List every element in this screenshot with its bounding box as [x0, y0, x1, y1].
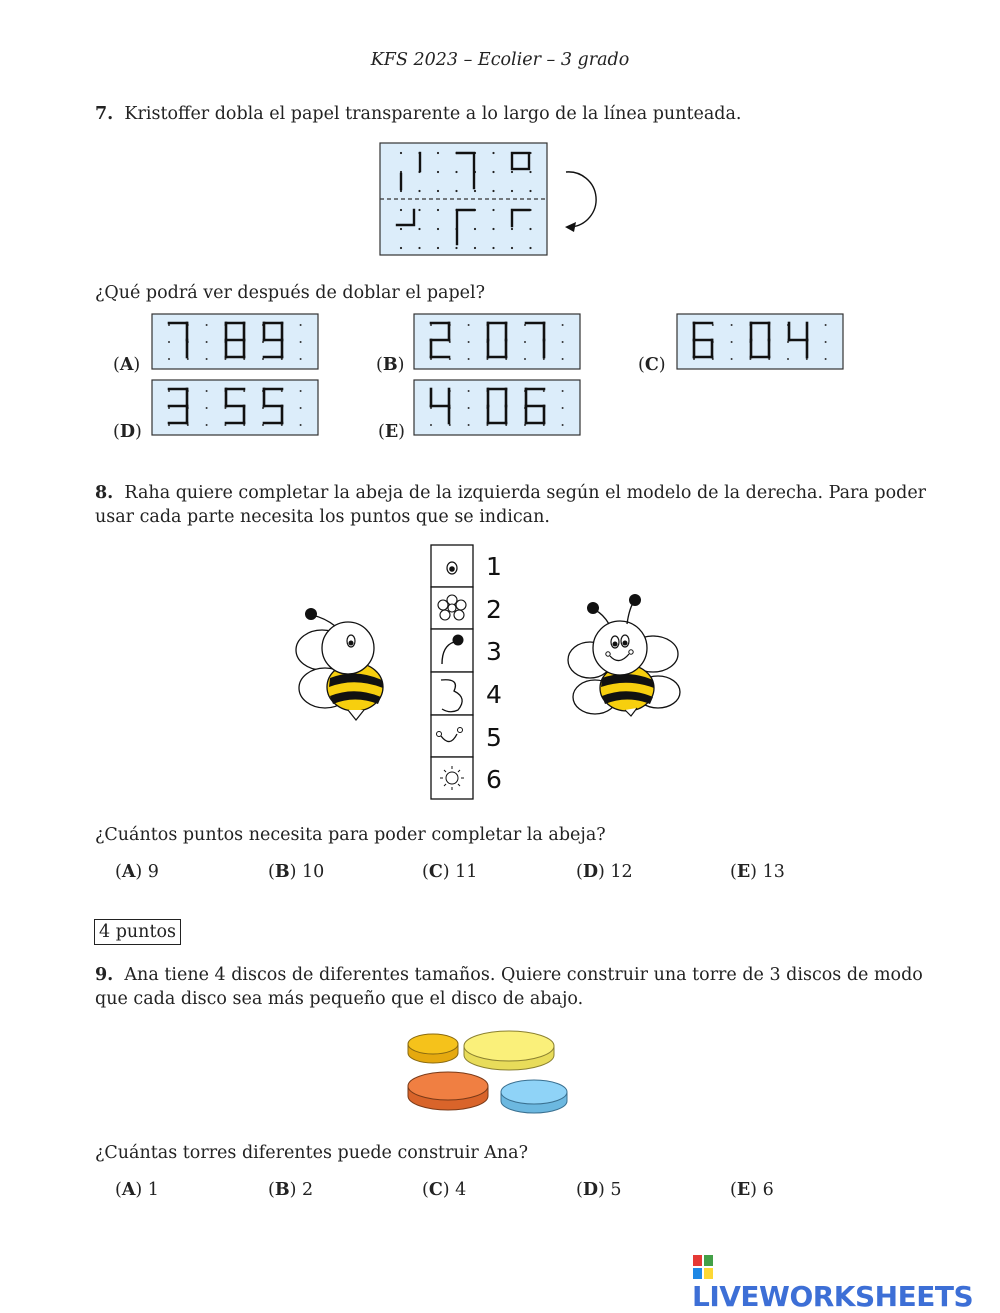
question-7-text [95, 102, 741, 126]
option-d-label[interactable]: (D) [113, 422, 142, 442]
part-number-6: 6 [486, 765, 502, 794]
option-e-label[interactable]: (E) [378, 422, 405, 442]
question-8-number: 8. [95, 483, 114, 503]
option-a-label[interactable]: (A) [113, 355, 141, 375]
fold-arrow-icon [566, 172, 596, 227]
question-8-text-line-2: usar cada parte necesita los puntos que se indican. [95, 507, 550, 527]
q9-answer-c[interactable]: (C) 4 [422, 1180, 467, 1200]
option-e-display[interactable] [413, 379, 581, 436]
disc-small-orange-yellow [408, 1034, 458, 1063]
q9-answer-d[interactable]: (D) 5 [576, 1180, 622, 1200]
option-b-label[interactable]: (B) [376, 355, 405, 375]
q9-answer-e[interactable]: (E) 6 [730, 1180, 774, 1200]
liveworksheets-logo[interactable] [692, 1254, 1000, 1313]
fold-arrow-head-icon [565, 222, 576, 232]
question-9-text-line-2: que cada disco sea más pequeño que el disco de abajo. [95, 989, 584, 1009]
option-b-display[interactable] [413, 313, 581, 370]
question-7-question: ¿Qué podrá ver después de doblar el papel? [95, 283, 486, 303]
q8-answer-d[interactable]: (D) 12 [576, 862, 633, 882]
folding-paper-figure [378, 141, 608, 259]
q9-answer-a[interactable]: (A) 1 [115, 1180, 159, 1200]
part-number-3: 3 [486, 637, 502, 666]
section-points-badge: 4 puntos [94, 919, 181, 945]
liveworksheets-logo-text: LIVEWORKSHEETS [692, 1280, 974, 1313]
incomplete-bee-image [290, 600, 400, 725]
q8-answer-b[interactable]: (B) 10 [268, 862, 325, 882]
option-a-display[interactable] [151, 313, 319, 370]
part-number-1: 1 [486, 552, 502, 581]
q9-answer-b[interactable]: (B) 2 [268, 1180, 314, 1200]
question-7-statement: Kristoffer dobla el papel transparente a lo largo de la línea punteada. [124, 104, 742, 124]
question-8-text-line-1: 8. Raha quiere completar la abeja de la izquierda según el modelo de la derecha. Para poder [95, 483, 927, 503]
q8-answer-e[interactable]: (E) 13 [730, 862, 785, 882]
question-9-number: 9. [95, 965, 114, 985]
disc-medium-blue [501, 1080, 567, 1113]
option-c-label[interactable]: (C) [638, 355, 666, 375]
disc-large-yellow [464, 1031, 554, 1070]
option-c-display[interactable] [676, 313, 844, 370]
q8-answer-a[interactable]: (A) 9 [115, 862, 159, 882]
q8-answer-c[interactable]: (C) 11 [422, 862, 478, 882]
disc-medium-orange [408, 1072, 488, 1110]
discs-image [405, 1028, 575, 1118]
part-number-5: 5 [486, 723, 502, 752]
option-d-display[interactable] [151, 379, 319, 436]
question-8-question: ¿Cuántos puntos necesita para poder completar la abeja? [95, 825, 606, 845]
question-9-question: ¿Cuántas torres diferentes puede construir Ana? [95, 1143, 528, 1163]
question-7-number: 7. [95, 104, 114, 124]
question-9-text-line-1: 9. Ana tiene 4 discos de diferentes tamaños. Quiere construir una torre de 3 discos de modo [95, 965, 923, 985]
part-number-2: 2 [486, 595, 502, 624]
model-bee-image [565, 592, 685, 722]
part-number-4: 4 [486, 680, 502, 709]
bee-parts-table [430, 544, 510, 804]
liveworksheets-logo-icon [692, 1254, 714, 1280]
page-header: KFS 2023 – Ecolier – 3 grado [370, 50, 630, 70]
